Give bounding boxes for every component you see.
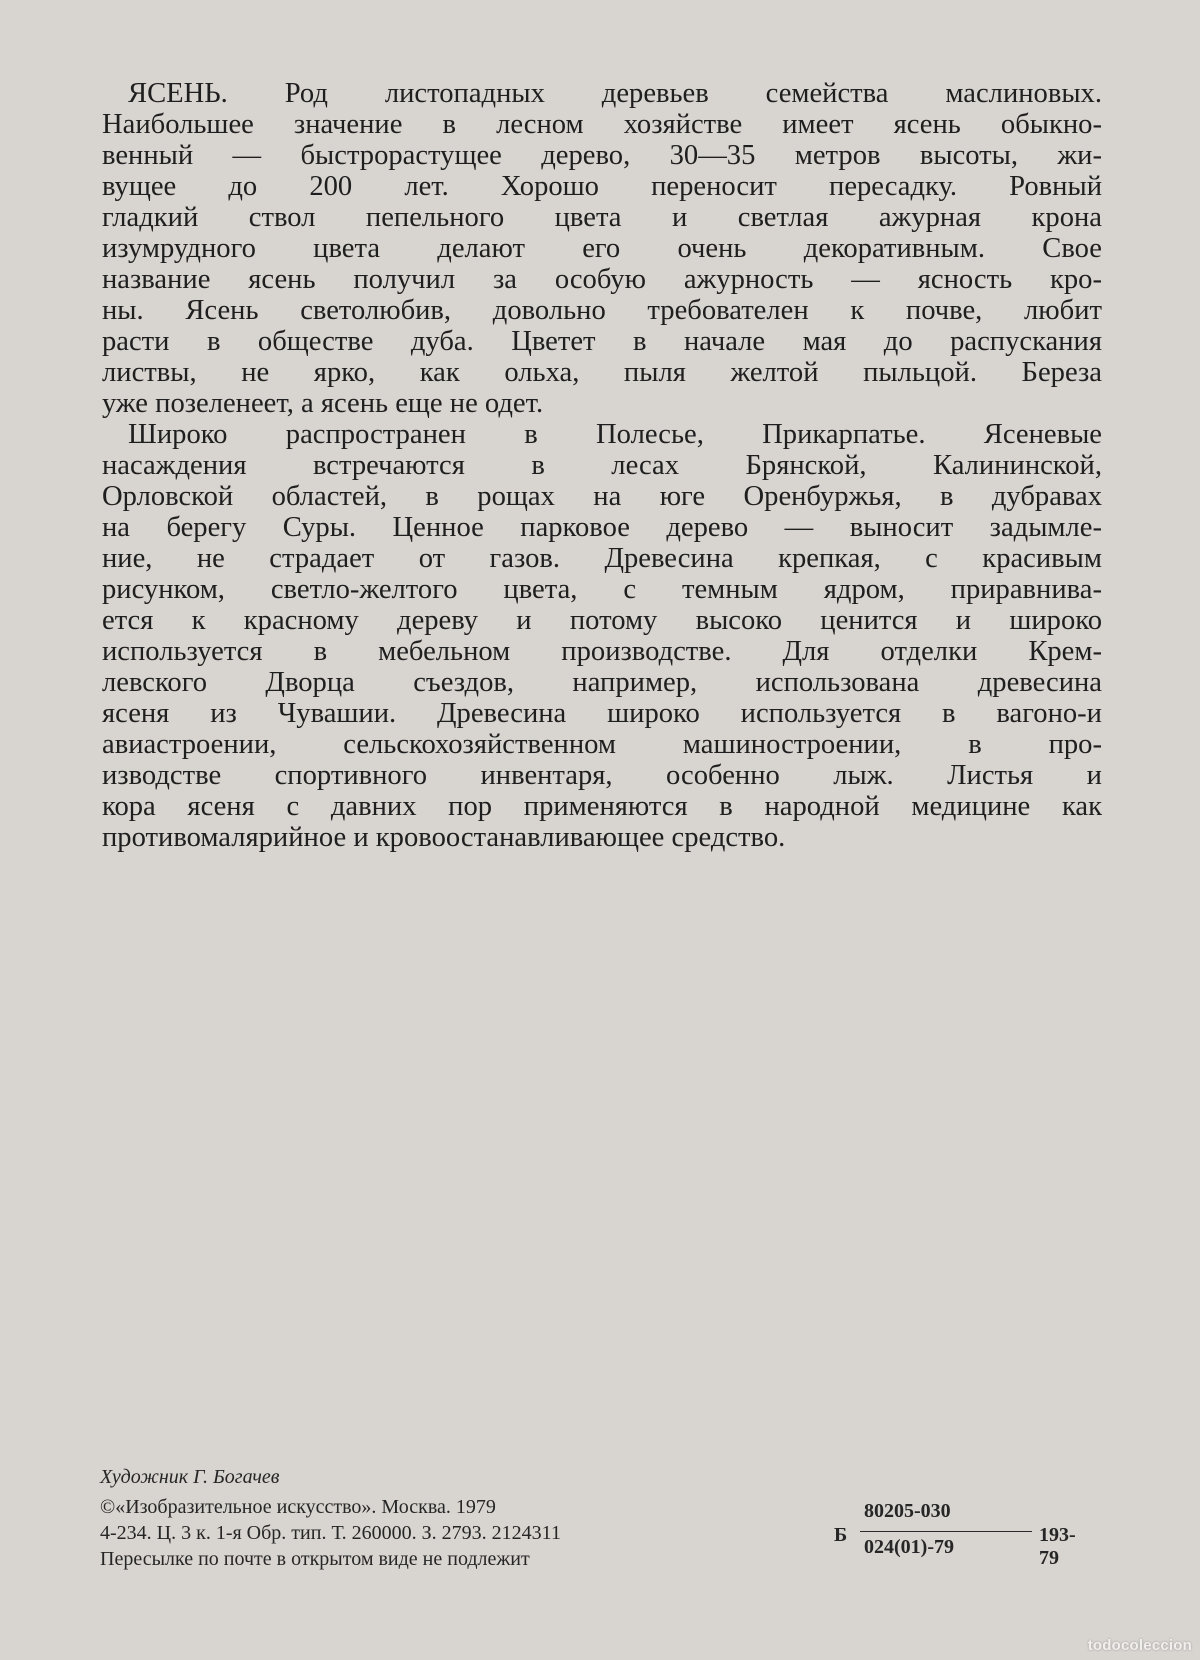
article-text (102, 78, 1102, 853)
code-numerator: 80205-030 (864, 1500, 951, 1522)
code-prefix: Б (834, 1524, 848, 1546)
text-line: авиастроении, сельскохозяйственном машиностроении, в про- (102, 729, 1102, 760)
text-line: ется к красному дереву и потому высоко ценится и широко (102, 605, 1102, 636)
code-suffix: 193-79 (1039, 1524, 1076, 1569)
text-line: Орловской областей, в рощах на юге Оренбуржья, в дубравах (102, 481, 1102, 512)
text-line: рисунком, светло-желтого цвета, с темным ядром, приравнива- (102, 574, 1102, 605)
text-line: венный — быстрорастущее дерево, 30—35 метров высоты, жи- (102, 140, 1102, 171)
text-line: используется в мебельном производстве. Для отделки Крем- (102, 636, 1102, 667)
credits-block (100, 1464, 561, 1572)
text-line: вущее до 200 лет. Хорошо переносит пересадку. Ровный (102, 171, 1102, 202)
text-line: название ясень получил за особую ажурность — ясность кро- (102, 264, 1102, 295)
text-line: ЯСЕНЬ. Род листопадных деревьев семейства маслиновых. (128, 78, 1102, 109)
artist-name: Г. Богачев (193, 1466, 280, 1488)
artist-label: Художник (100, 1466, 189, 1488)
mail-note-line: Пересылке по почте в открытом виде не подлежит (100, 1548, 530, 1570)
paragraph-2 (102, 419, 1102, 853)
text-line: гладкий ствол пепельного цвета и светлая ажурная крона (102, 202, 1102, 233)
text-line: насаждения встречаются в лесах Брянской, Калининской, (102, 450, 1102, 481)
text-line: изумрудного цвета делают его очень декоративным. Свое (102, 233, 1102, 264)
publication-code (834, 1500, 1084, 1570)
text-line: на берегу Суры. Ценное парковое дерево — выносит задымле- (102, 512, 1102, 543)
copyright-line: ©«Изобразительное искусство». Москва. 1979 (100, 1496, 496, 1518)
text-line: противомалярийное и кровоостанавливающее средство. (102, 822, 786, 853)
text-line: Наибольшее значение в лесном хозяйстве имеет ясень обыкно- (102, 109, 1102, 140)
text-line: кора ясеня с давних пор применяются в народной медицине как (102, 791, 1102, 822)
text-line: листвы, не ярко, как ольха, пыля желтой пыльцой. Береза (102, 357, 1102, 388)
text-line: изводстве спортивного инвентаря, особенно лыж. Листья и (102, 760, 1102, 791)
text-line: ны. Ясень светолюбив, довольно требователен к почве, любит (102, 295, 1102, 326)
text-line: расти в обществе дуба. Цветет в начале мая до распускания (102, 326, 1102, 357)
fraction-rule (860, 1531, 1032, 1532)
paragraph-1 (102, 78, 1102, 419)
text-line: ясеня из Чувашии. Древесина широко используется в вагоно-и (102, 698, 1102, 729)
text-line: уже позеленеет, а ясень еще не одет. (102, 388, 544, 419)
text-line: Широко распространен в Полесье, Прикарпатье. Ясеневые (128, 419, 1102, 450)
artist-credit (100, 1464, 561, 1490)
code-denominator: 024(01)-79 (864, 1536, 954, 1558)
text-line: левского Дворца съездов, например, использована древесина (102, 667, 1102, 698)
text-line: ние, не страдает от газов. Древесина крепкая, с красивым (102, 543, 1102, 574)
print-info-line: 4-234. Ц. 3 к. 1-я Обр. тип. Т. 260000. З. 2793. 2124311 (100, 1522, 561, 1544)
watermark-logo: todocoleccion (1087, 1637, 1192, 1654)
